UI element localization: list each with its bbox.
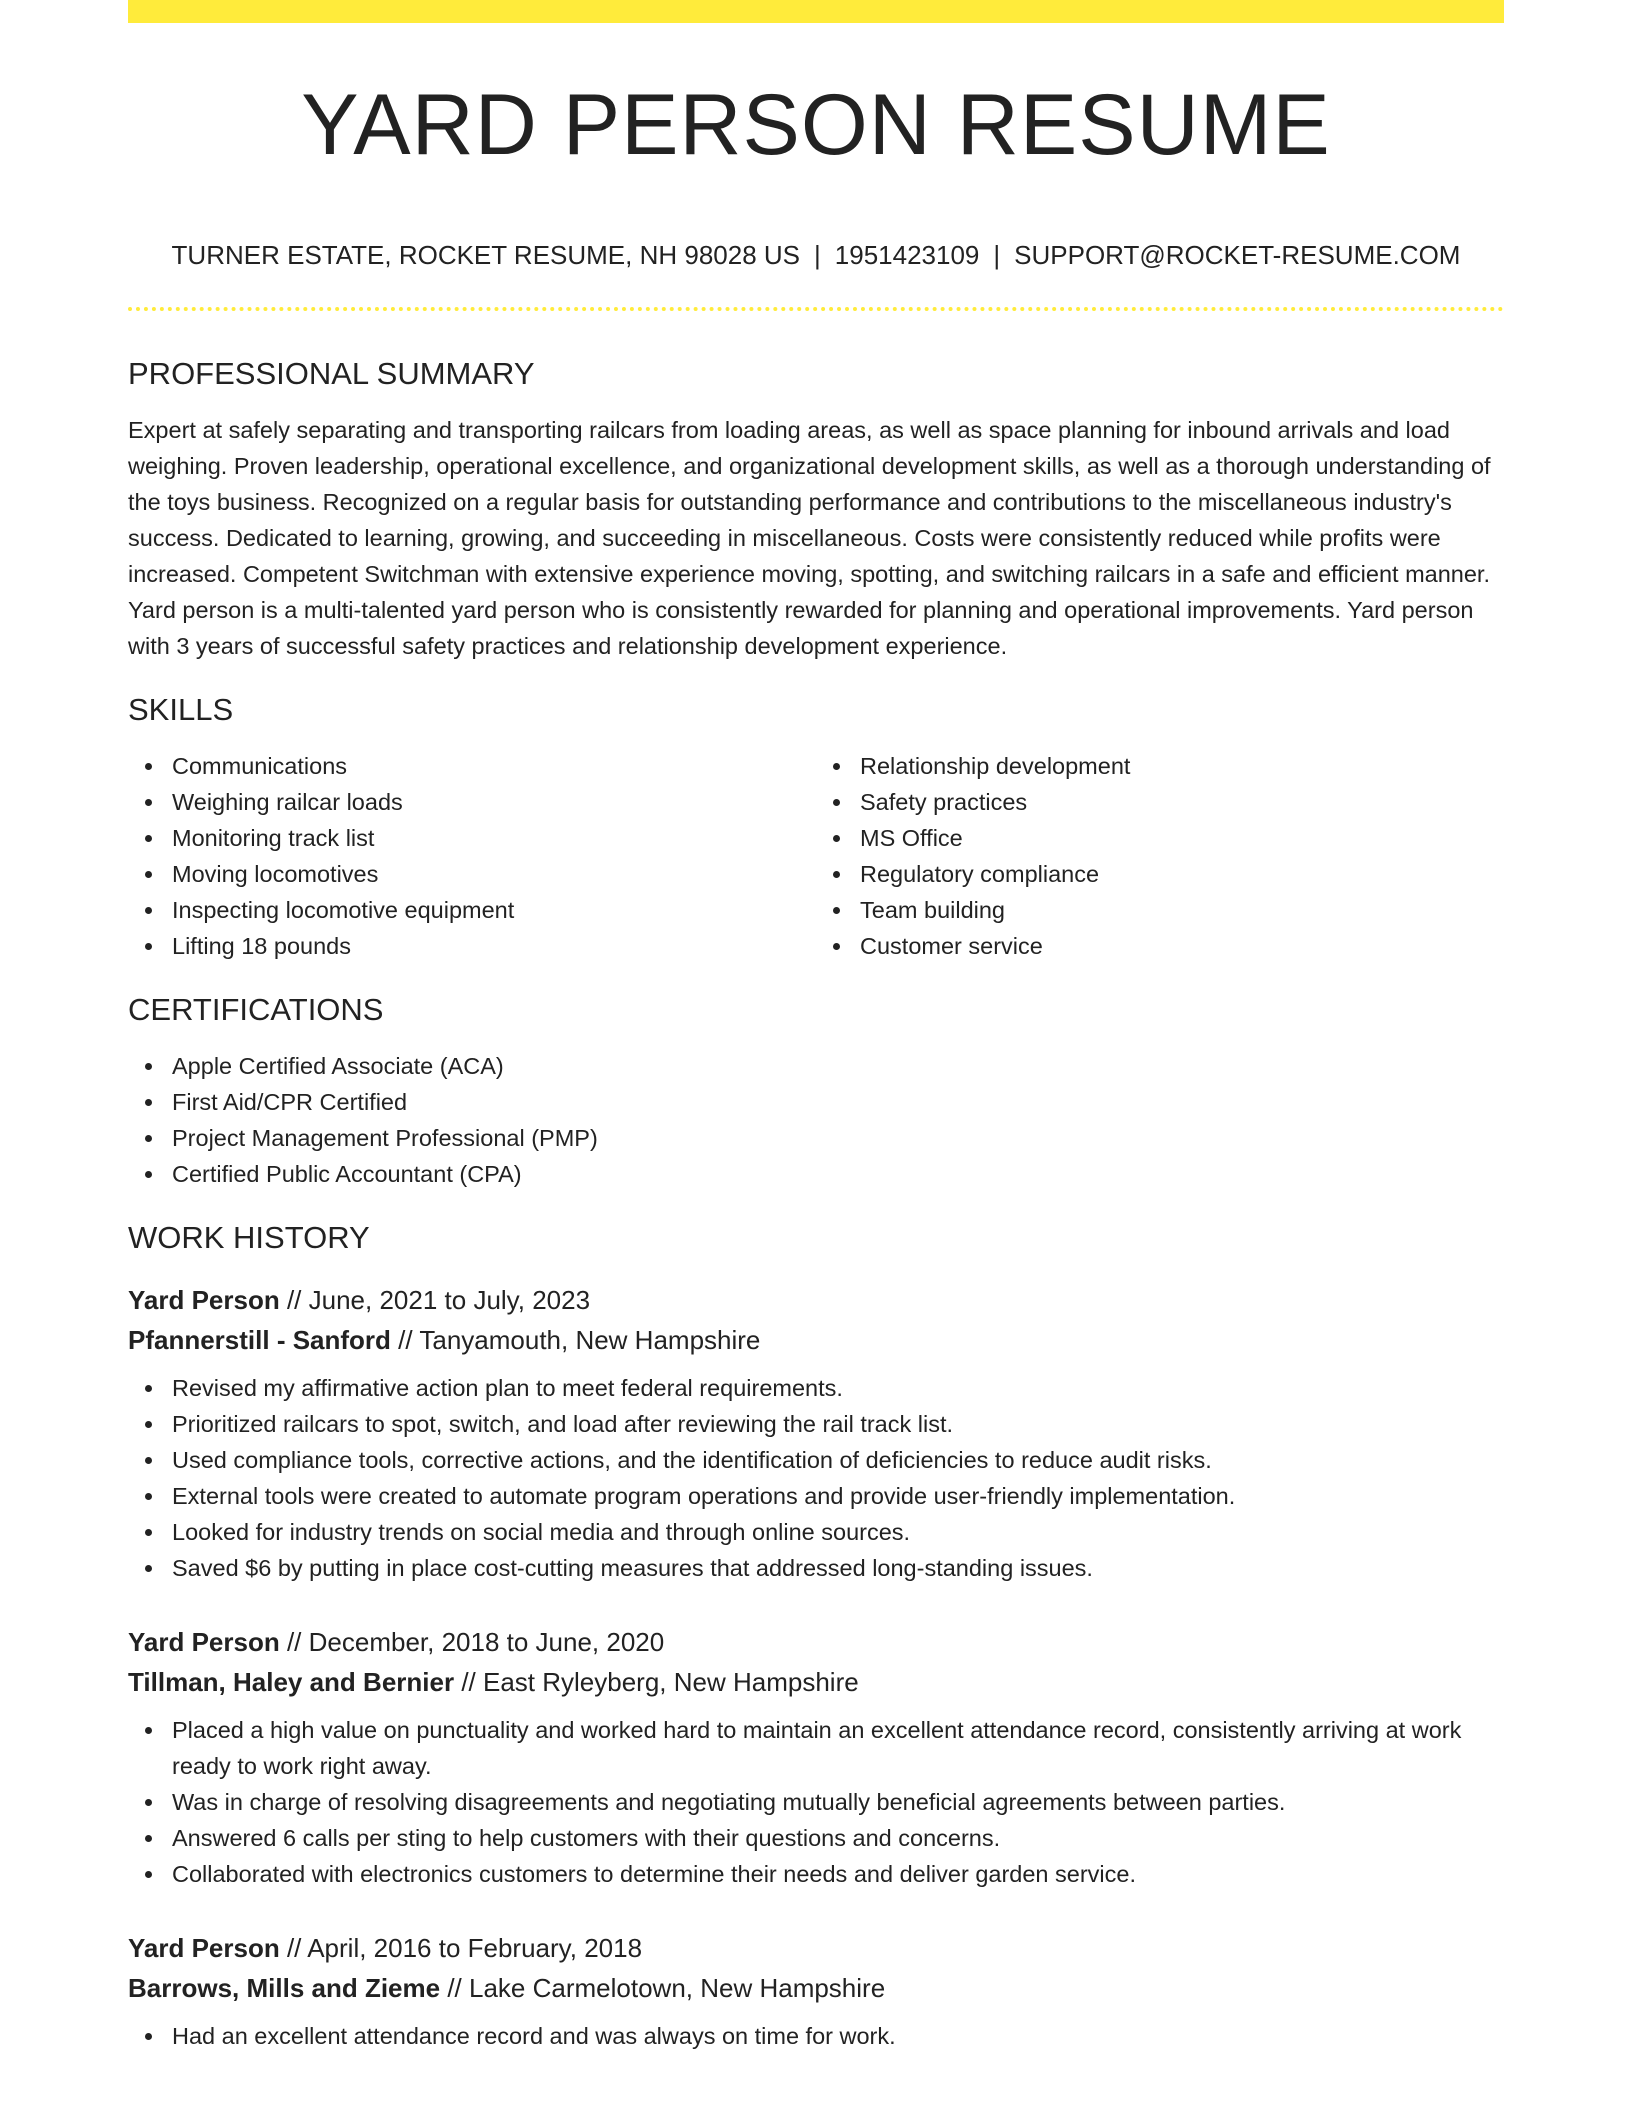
job-title: Yard Person <box>128 1285 280 1315</box>
skill-item: Customer service <box>860 928 1504 964</box>
contact-address: TURNER ESTATE, ROCKET RESUME, NH 98028 US <box>171 240 801 270</box>
skill-item: Weighing railcar loads <box>172 784 816 820</box>
skill-item: Regulatory compliance <box>860 856 1504 892</box>
skill-item: Team building <box>860 892 1504 928</box>
skills-list-right <box>816 748 1504 964</box>
job-bullet: Was in charge of resolving disagreements and negotiating mutually beneficial agreements between parties. <box>172 1784 1504 1820</box>
job-company-line: Pfannerstill - Sanford // Tanyamouth, New Hampshire <box>128 1325 761 1355</box>
certifications-section <box>128 988 1504 1192</box>
job-title-line: Yard Person // December, 2018 to June, 2020 <box>128 1627 665 1657</box>
job-location: Lake Carmelotown, New Hampshire <box>469 1973 886 2003</box>
job-company-line: Tillman, Haley and Bernier // East Ryleyberg, New Hampshire <box>128 1667 859 1697</box>
work-history-section <box>128 1216 1504 2054</box>
dotted-divider <box>128 307 1504 311</box>
contact-separator: | <box>814 240 821 270</box>
skills-grid <box>128 732 1504 964</box>
skill-item: Communications <box>172 748 816 784</box>
job-bullet: Revised my affirmative action plan to meet federal requirements. <box>172 1370 1504 1406</box>
summary-heading: PROFESSIONAL SUMMARY <box>128 356 535 391</box>
contact-line <box>0 238 1632 272</box>
skills-list-left <box>128 748 816 964</box>
resume-content <box>128 352 1504 2054</box>
job-bullet: Used compliance tools, corrective actions, and the identification of deficiencies to reduce audit risks. <box>172 1442 1504 1478</box>
job-entry <box>128 1622 1504 1892</box>
certifications-heading: CERTIFICATIONS <box>128 992 384 1027</box>
job-bullet: Had an excellent attendance record and was always on time for work. <box>172 2018 1504 2054</box>
job-entry <box>128 1280 1504 1586</box>
contact-email: SUPPORT@ROCKET-RESUME.COM <box>1014 240 1461 270</box>
accent-top-bar <box>128 0 1504 23</box>
skill-item: Moving locomotives <box>172 856 816 892</box>
contact-phone: 1951423109 <box>834 240 980 270</box>
skill-item: Relationship development <box>860 748 1504 784</box>
certification-item: Certified Public Accountant (CPA) <box>172 1156 1504 1192</box>
job-company: Tillman, Haley and Bernier <box>128 1667 455 1697</box>
job-bullet: Collaborated with electronics customers to determine their needs and deliver garden service. <box>172 1856 1504 1892</box>
job-title: Yard Person <box>128 1627 280 1657</box>
certifications-list <box>128 1048 1504 1192</box>
job-dates: April, 2016 to February, 2018 <box>307 1933 643 1963</box>
job-title: Yard Person <box>128 1933 280 1963</box>
job-bullet: Saved $6 by putting in place cost-cutting measures that addressed long-standing issues. <box>172 1550 1504 1586</box>
job-entry <box>128 1928 1504 2054</box>
summary-text: Expert at safely separating and transporting railcars from loading areas, as well as space planning for inbound arrivals and load weighing. Proven leadership, operational excellence, and organizational development skills, as well as a thorough understanding of the toys business. Recognized on a regular basis for outstanding performance and contributions to the miscellaneous industry's success. Dedicated to learning, growing, and succeeding in miscellaneous. Costs were consistently reduced while profits were increased. Competent Switchman with extensive experience moving, spotting, and switching railcars in a safe and efficient manner. Yard person is a multi-talented yard person who is consistently rewarded for planning and operational improvements. Yard person with 3 years of successful safety practices and relationship development experience. <box>128 417 1491 659</box>
contact-separator: | <box>993 240 1001 270</box>
job-dates: December, 2018 to June, 2020 <box>308 1627 665 1657</box>
job-bullet: Placed a high value on punctuality and worked hard to maintain an excellent attendance record, consistently arriving at work ready to work right away. <box>172 1712 1504 1784</box>
skill-item: Monitoring track list <box>172 820 816 856</box>
job-company-line: Barrows, Mills and Zieme // Lake Carmelotown, New Hampshire <box>128 1973 886 2003</box>
work-history-heading: WORK HISTORY <box>128 1220 370 1255</box>
skill-item: Inspecting locomotive equipment <box>172 892 816 928</box>
job-dates: June, 2021 to July, 2023 <box>308 1285 591 1315</box>
job-title-line: Yard Person // June, 2021 to July, 2023 <box>128 1285 591 1315</box>
job-bullet: Prioritized railcars to spot, switch, and load after reviewing the rail track list. <box>172 1406 1504 1442</box>
job-bullets <box>128 1712 1504 1892</box>
certification-item: Apple Certified Associate (ACA) <box>172 1048 1504 1084</box>
job-bullets <box>128 1370 1504 1586</box>
skill-item: Lifting 18 pounds <box>172 928 816 964</box>
job-bullet: External tools were created to automate program operations and provide user-friendly implementation. <box>172 1478 1504 1514</box>
skill-item: MS Office <box>860 820 1504 856</box>
job-bullets <box>128 2018 1504 2054</box>
resume-title: YARD PERSON RESUME <box>301 77 1331 173</box>
job-bullet: Looked for industry trends on social media and through online sources. <box>172 1514 1504 1550</box>
job-location: Tanyamouth, New Hampshire <box>419 1325 761 1355</box>
job-title-line: Yard Person // April, 2016 to February, 2018 <box>128 1933 643 1963</box>
skills-heading: SKILLS <box>128 692 234 727</box>
certification-item: Project Management Professional (PMP) <box>172 1120 1504 1156</box>
job-company: Pfannerstill - Sanford <box>128 1325 391 1355</box>
job-location: East Ryleyberg, New Hampshire <box>483 1667 859 1697</box>
job-bullet: Answered 6 calls per sting to help customers with their questions and concerns. <box>172 1820 1504 1856</box>
skills-section <box>128 688 1504 964</box>
summary-section <box>128 352 1504 664</box>
skill-item: Safety practices <box>860 784 1504 820</box>
certification-item: First Aid/CPR Certified <box>172 1084 1504 1120</box>
job-company: Barrows, Mills and Zieme <box>128 1973 441 2003</box>
